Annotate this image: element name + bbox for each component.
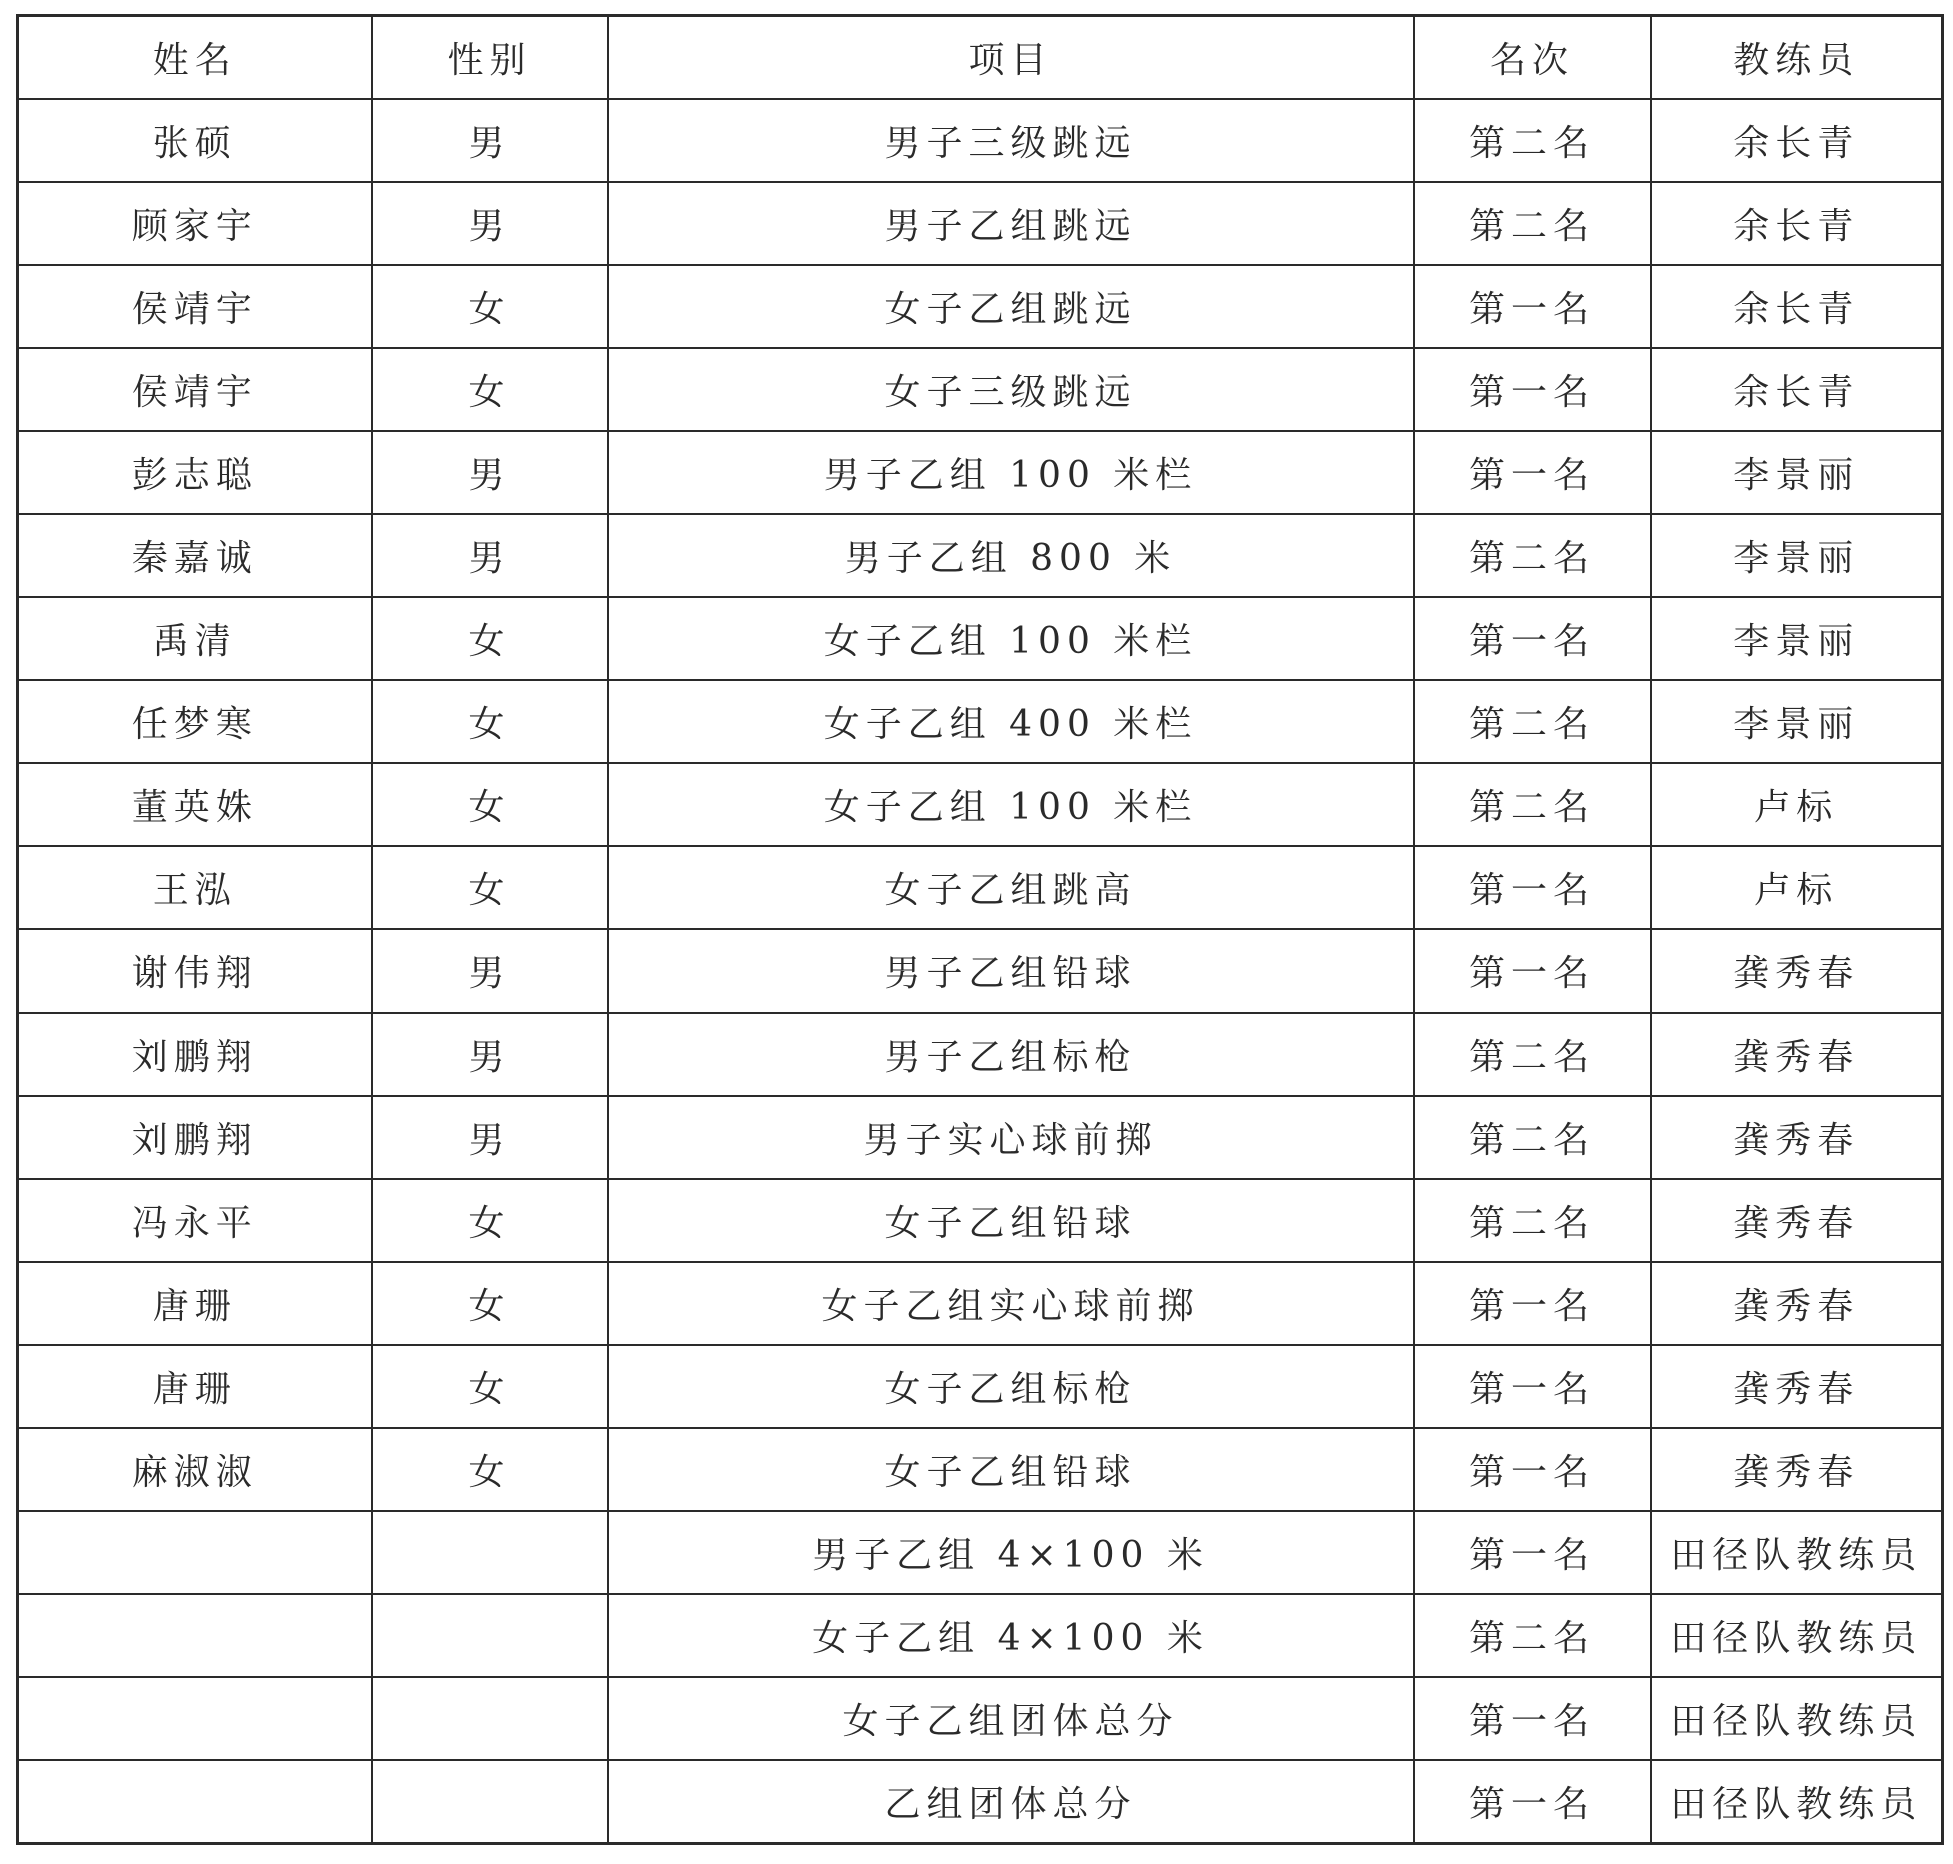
cell-gender: 男 bbox=[372, 1013, 608, 1096]
cell-gender: 女 bbox=[372, 597, 608, 680]
cell-coach: 田径队教练员 bbox=[1651, 1677, 1943, 1760]
cell-coach: 余长青 bbox=[1651, 99, 1943, 182]
cell-event: 女子乙组铅球 bbox=[608, 1179, 1414, 1262]
cell-name: 侯靖宇 bbox=[18, 348, 372, 431]
cell-event: 女子三级跳远 bbox=[608, 348, 1414, 431]
cell-name: 麻淑淑 bbox=[18, 1428, 372, 1511]
cell-event: 女子乙组跳远 bbox=[608, 265, 1414, 348]
cell-place: 第一名 bbox=[1414, 929, 1651, 1012]
cell-name bbox=[18, 1594, 372, 1677]
cell-name: 刘鹏翔 bbox=[18, 1096, 372, 1179]
cell-name: 唐珊 bbox=[18, 1345, 372, 1428]
cell-gender: 男 bbox=[372, 431, 608, 514]
cell-coach: 龚秀春 bbox=[1651, 1345, 1943, 1428]
cell-coach: 李景丽 bbox=[1651, 597, 1943, 680]
cell-place: 第二名 bbox=[1414, 1179, 1651, 1262]
cell-place: 第一名 bbox=[1414, 1677, 1651, 1760]
cell-place: 第二名 bbox=[1414, 1096, 1651, 1179]
cell-coach: 李景丽 bbox=[1651, 431, 1943, 514]
cell-coach: 田径队教练员 bbox=[1651, 1511, 1943, 1594]
header-event: 项目 bbox=[608, 16, 1414, 99]
cell-place: 第一名 bbox=[1414, 1511, 1651, 1594]
cell-coach: 李景丽 bbox=[1651, 680, 1943, 763]
cell-coach: 龚秀春 bbox=[1651, 1096, 1943, 1179]
cell-name: 禹清 bbox=[18, 597, 372, 680]
cell-event: 女子乙组 100 米栏 bbox=[608, 597, 1414, 680]
cell-place: 第二名 bbox=[1414, 1013, 1651, 1096]
cell-name: 唐珊 bbox=[18, 1262, 372, 1345]
cell-name: 侯靖宇 bbox=[18, 265, 372, 348]
cell-event: 男子实心球前掷 bbox=[608, 1096, 1414, 1179]
cell-coach: 余长青 bbox=[1651, 348, 1943, 431]
table-row bbox=[18, 846, 1943, 929]
cell-event: 女子乙组 100 米栏 bbox=[608, 763, 1414, 846]
cell-place: 第一名 bbox=[1414, 1760, 1651, 1843]
cell-gender bbox=[372, 1511, 608, 1594]
table-row bbox=[18, 1511, 1943, 1594]
results-table bbox=[16, 14, 1944, 1845]
cell-coach: 余长青 bbox=[1651, 182, 1943, 265]
cell-event: 男子乙组 800 米 bbox=[608, 514, 1414, 597]
cell-coach: 龚秀春 bbox=[1651, 1428, 1943, 1511]
table-row bbox=[18, 265, 1943, 348]
cell-event: 女子乙组 4×100 米 bbox=[608, 1594, 1414, 1677]
cell-event: 男子三级跳远 bbox=[608, 99, 1414, 182]
cell-gender: 女 bbox=[372, 1428, 608, 1511]
cell-coach: 卢标 bbox=[1651, 763, 1943, 846]
table-row bbox=[18, 929, 1943, 1012]
cell-gender bbox=[372, 1594, 608, 1677]
cell-place: 第一名 bbox=[1414, 1428, 1651, 1511]
cell-name: 谢伟翔 bbox=[18, 929, 372, 1012]
header-gender: 性别 bbox=[372, 16, 608, 99]
cell-place: 第二名 bbox=[1414, 514, 1651, 597]
cell-place: 第一名 bbox=[1414, 597, 1651, 680]
cell-event: 女子乙组跳高 bbox=[608, 846, 1414, 929]
table-row bbox=[18, 763, 1943, 846]
cell-place: 第一名 bbox=[1414, 265, 1651, 348]
cell-place: 第二名 bbox=[1414, 1594, 1651, 1677]
cell-gender: 男 bbox=[372, 1096, 608, 1179]
cell-gender: 女 bbox=[372, 846, 608, 929]
header-row bbox=[18, 16, 1943, 99]
cell-coach: 卢标 bbox=[1651, 846, 1943, 929]
cell-name: 刘鹏翔 bbox=[18, 1013, 372, 1096]
cell-place: 第二名 bbox=[1414, 680, 1651, 763]
cell-name: 秦嘉诚 bbox=[18, 514, 372, 597]
table-row bbox=[18, 348, 1943, 431]
cell-gender: 女 bbox=[372, 265, 608, 348]
cell-place: 第二名 bbox=[1414, 182, 1651, 265]
table-row bbox=[18, 182, 1943, 265]
cell-gender: 女 bbox=[372, 348, 608, 431]
cell-gender: 男 bbox=[372, 929, 608, 1012]
cell-coach: 龚秀春 bbox=[1651, 1013, 1943, 1096]
table-row bbox=[18, 99, 1943, 182]
cell-place: 第一名 bbox=[1414, 348, 1651, 431]
cell-gender: 女 bbox=[372, 1262, 608, 1345]
cell-name: 冯永平 bbox=[18, 1179, 372, 1262]
cell-event: 女子乙组铅球 bbox=[608, 1428, 1414, 1511]
cell-gender: 男 bbox=[372, 514, 608, 597]
table-row bbox=[18, 1345, 1943, 1428]
cell-event: 男子乙组 4×100 米 bbox=[608, 1511, 1414, 1594]
table-row bbox=[18, 1594, 1943, 1677]
cell-event: 男子乙组 100 米栏 bbox=[608, 431, 1414, 514]
cell-event: 女子乙组团体总分 bbox=[608, 1677, 1414, 1760]
cell-gender: 女 bbox=[372, 763, 608, 846]
table-row bbox=[18, 680, 1943, 763]
table-row bbox=[18, 431, 1943, 514]
cell-name: 彭志聪 bbox=[18, 431, 372, 514]
cell-place: 第一名 bbox=[1414, 846, 1651, 929]
cell-gender bbox=[372, 1760, 608, 1843]
cell-gender: 女 bbox=[372, 680, 608, 763]
cell-gender: 男 bbox=[372, 182, 608, 265]
cell-name: 董英姝 bbox=[18, 763, 372, 846]
cell-place: 第一名 bbox=[1414, 1262, 1651, 1345]
cell-name: 顾家宇 bbox=[18, 182, 372, 265]
cell-place: 第二名 bbox=[1414, 99, 1651, 182]
table-row bbox=[18, 1179, 1943, 1262]
cell-name: 王泓 bbox=[18, 846, 372, 929]
cell-coach: 龚秀春 bbox=[1651, 1262, 1943, 1345]
table-row bbox=[18, 1262, 1943, 1345]
table-row bbox=[18, 1428, 1943, 1511]
cell-coach: 田径队教练员 bbox=[1651, 1594, 1943, 1677]
cell-gender: 女 bbox=[372, 1345, 608, 1428]
table-body bbox=[18, 99, 1943, 1844]
table-row bbox=[18, 1013, 1943, 1096]
header-place: 名次 bbox=[1414, 16, 1651, 99]
cell-name: 任梦寒 bbox=[18, 680, 372, 763]
header-coach: 教练员 bbox=[1651, 16, 1943, 99]
cell-event: 女子乙组 400 米栏 bbox=[608, 680, 1414, 763]
cell-gender: 女 bbox=[372, 1179, 608, 1262]
cell-place: 第二名 bbox=[1414, 763, 1651, 846]
cell-name bbox=[18, 1511, 372, 1594]
cell-coach: 田径队教练员 bbox=[1651, 1760, 1943, 1843]
header-name: 姓名 bbox=[18, 16, 372, 99]
cell-gender: 男 bbox=[372, 99, 608, 182]
table-row bbox=[18, 597, 1943, 680]
cell-name: 张硕 bbox=[18, 99, 372, 182]
cell-event: 男子乙组跳远 bbox=[608, 182, 1414, 265]
cell-name bbox=[18, 1677, 372, 1760]
table-row bbox=[18, 1760, 1943, 1843]
cell-coach: 余长青 bbox=[1651, 265, 1943, 348]
cell-name bbox=[18, 1760, 372, 1843]
cell-event: 乙组团体总分 bbox=[608, 1760, 1414, 1843]
table-row bbox=[18, 514, 1943, 597]
cell-event: 男子乙组铅球 bbox=[608, 929, 1414, 1012]
cell-place: 第一名 bbox=[1414, 1345, 1651, 1428]
cell-event: 男子乙组标枪 bbox=[608, 1013, 1414, 1096]
cell-coach: 龚秀春 bbox=[1651, 1179, 1943, 1262]
table-row bbox=[18, 1677, 1943, 1760]
cell-event: 女子乙组实心球前掷 bbox=[608, 1262, 1414, 1345]
cell-coach: 龚秀春 bbox=[1651, 929, 1943, 1012]
cell-event: 女子乙组标枪 bbox=[608, 1345, 1414, 1428]
cell-place: 第一名 bbox=[1414, 431, 1651, 514]
cell-coach: 李景丽 bbox=[1651, 514, 1943, 597]
cell-gender bbox=[372, 1677, 608, 1760]
table-row bbox=[18, 1096, 1943, 1179]
